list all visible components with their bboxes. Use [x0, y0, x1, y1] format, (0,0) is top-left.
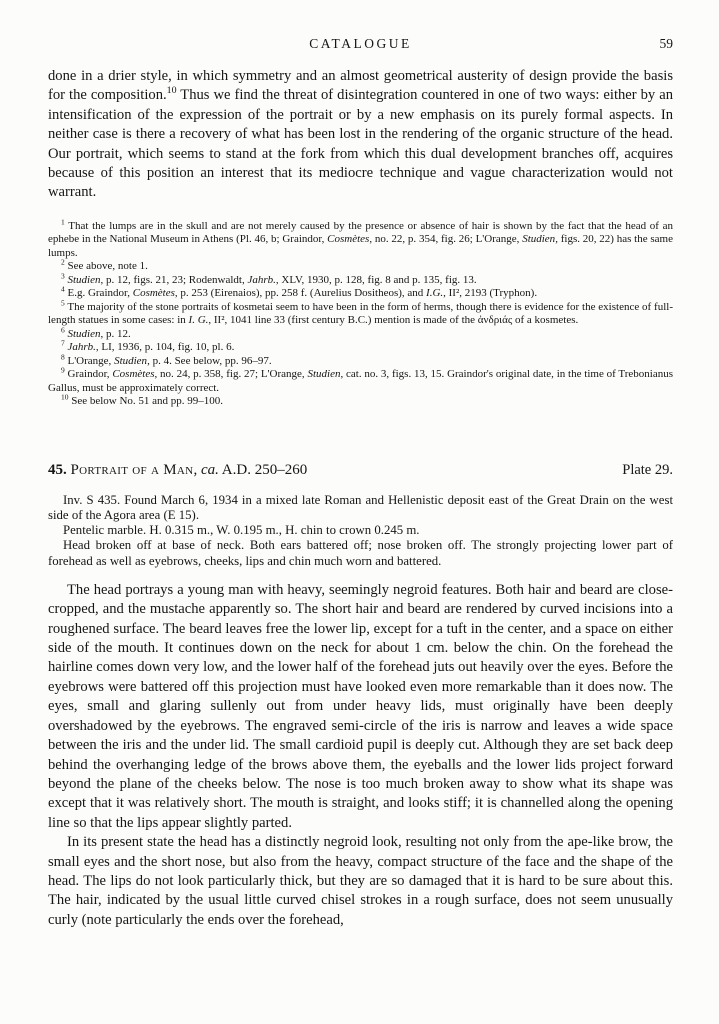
footnote-number: 3 — [61, 271, 65, 281]
footnote — [48, 365, 673, 395]
page-number: 59 — [659, 36, 673, 51]
entry-provenance: Inv. S 435. Found March 6, 1934 in a mixed late Roman and Hellenistic deposit east of the Great Drain on the west side of the Agora area (E 15). — [48, 492, 673, 523]
text-segment: Thus we find the threat of disintegration countered in one of two ways: either by an intensification of the expression of the portrait or by a new emphasis on its purely formal aspects. In neither case is there a recovery of what has been lost in the rendering of the organic structure of the head. Our portrait, which seems to stand at the fork from which this dual development branches off, acquires because of this position an interest that its mediocre technique and vague characterization would not warrant. — [48, 87, 673, 201]
body-paragraph: In its present state the head has a distinctly negroid look, resulting not only from the ape-like brow, the small eyes and the short nose, but also from the heavy, compact structure of the face and the shape of the head. The lips do not look particularly thick, but they are so damaged that it is hard to be sure about this. The hair, indicated by the usual little curved chisel strokes in a rough surface, does not seem unusually curly (note particularly the ends over the forehead, — [48, 834, 673, 928]
entry-number: 45. — [48, 461, 67, 478]
footnote — [48, 392, 673, 409]
text-segment: , cat. no. 3, figs. 13, 15. Graindor's original date, in the time of Trebonianus Gallus, must be approximately correct. — [48, 368, 673, 394]
footnote — [48, 338, 673, 355]
footnote — [48, 217, 673, 261]
text-segment: , p. 12. — [100, 327, 131, 340]
footnote-number: 1 — [61, 217, 65, 227]
footnote-number: 6 — [61, 325, 65, 335]
footnote — [48, 257, 673, 274]
text-segment: That the lumps are in the skull and are not merely caused by the presence or absence of hair is shown by the fact that the head of an ephebe in the National Museum in Athens (Pl. 46, b; Graindor, — [48, 219, 673, 246]
text-segment: Graindor, — [67, 368, 113, 381]
footnote-number: 8 — [61, 352, 65, 362]
text-segment: Studien — [307, 368, 341, 381]
text-segment: done in a drier style, in which symmetry and an almost geometrical austerity of design provide the basis for the composition. — [48, 68, 673, 104]
text-segment: Cosmètes — [327, 233, 370, 246]
text-segment: , p. 4. See below, pp. 96–97. — [147, 354, 272, 367]
text-segment: , II², 2193 (Tryphon). — [443, 287, 538, 300]
footnotes-section — [48, 217, 673, 409]
text-segment: The majority of the stone portraits of kosmetai seem to have been in the form of herms, though there is evidence for the existence of full-length statues in some cases: in — [48, 300, 673, 327]
entry-material: Pentelic marble. H. 0.315 m., W. 0.195 m., H. chin to crown 0.245 m. — [63, 523, 420, 538]
footnote — [48, 284, 673, 301]
text-segment: Jahrb. — [247, 273, 276, 286]
body-paragraph: The head portrays a young man with heavy, seemingly negroid features. Both hair and beard are close-cropped, and the mustache apparently so. The short hair and beard are rendered by curved incisions into a roughened surface. The beard leaves free the lower lip, except for a tuft in the center, and a space on either side of the mouth. It continues down on the neck for about 1 cm. below the chin. On the forehead the hairline comes down very low, and the lower half of the forehead juts out heavily over the eyes. Before the eyebrows were battered off this projection must have looked even more remarkable than it does now. The eyes, small and glaring sullenly out from under heavy lids, must originally have been deeply overshadowed by the eyebrows. The engraved semi-circle of the iris is narrow and leaves a wide space between the iris and the under lid. The small cardioid pupil is deeply cut. Although they are set back deep behind the overhanging ledge of the brows above them, the eyeballs and the lower lids project forward beyond the plane of the cheeks below. The nose is too much broken away to show what its shape was except that it was relatively short. The mouth is straight, and looks stiff; it is channelled along the opening line so that the lips appear slightly parted. — [48, 581, 673, 831]
text-segment: , II², 1041 line 33 (first century B.C.) mention is made of the ἀνδριάς of a kosmetes. — [208, 314, 579, 327]
entry-body — [48, 581, 673, 930]
entry-heading — [48, 461, 673, 479]
footnote — [48, 352, 673, 369]
text-segment: , figs. 20, 22) has the same lumps. — [48, 233, 673, 259]
entry-date: A.D. 250–260 — [218, 461, 308, 478]
entry-circa: ca. — [200, 461, 219, 478]
running-head — [48, 36, 673, 54]
text-segment: Studien — [67, 273, 101, 286]
superscript: 10 — [166, 85, 177, 97]
text-segment: Studien — [114, 354, 148, 367]
footnote-number: 10 — [61, 392, 69, 402]
text-segment: , p. 253 (Eirenaios), pp. 258 f. (Aurelius Dositheos), and — [174, 287, 427, 300]
text-segment: , LI, 1936, p. 104, fig. 10, pl. 6. — [95, 341, 235, 354]
text-segment: E.g. Graindor, — [67, 287, 133, 300]
running-head-title: CATALOGUE — [309, 36, 412, 51]
text-segment: L'Orange, — [67, 354, 115, 367]
entry-title-separator: , — [193, 461, 201, 478]
text-segment: , no. 24, p. 358, fig. 27; L'Orange, — [154, 368, 308, 381]
text-segment: I. G. — [188, 314, 209, 327]
footnote-number: 4 — [61, 284, 65, 294]
footnote-number: 7 — [61, 338, 65, 348]
entry-condition: Head broken off at base of neck. Both ears battered off; nose broken off. The strongly projecting lower part of forehead as well as eyebrows, cheeks, lips and chin much worn and battered. — [48, 538, 673, 568]
text-segment: See above, note 1. — [67, 260, 148, 273]
text-segment: , no. 22, p. 354, fig. 26; L'Orange, — [369, 233, 523, 246]
text-segment: Studien — [67, 327, 101, 340]
footnote — [48, 271, 673, 288]
text-segment: Studien — [522, 233, 556, 246]
text-segment: Jahrb. — [67, 341, 96, 354]
footnote-number: 9 — [61, 365, 65, 375]
text-segment: See below No. 51 and pp. 99–100. — [71, 395, 224, 408]
text-segment: Cosmètes — [132, 287, 175, 300]
intro-paragraph — [48, 67, 673, 203]
text-segment: , XLV, 1930, p. 128, fig. 8 and p. 135, fig. 13. — [275, 273, 477, 286]
text-segment: I.G. — [426, 287, 444, 300]
footnote — [48, 298, 673, 328]
entry-title: Portrait of a Man — [70, 461, 194, 478]
text-segment: Cosmètes — [112, 368, 155, 381]
plate-reference: Plate 29. — [622, 461, 673, 478]
footnote-number: 2 — [61, 257, 65, 267]
entry-description — [48, 493, 673, 569]
footnote-number: 5 — [61, 298, 65, 308]
text-segment: , p. 12, figs. 21, 23; Rodenwaldt, — [100, 273, 248, 286]
footnote — [48, 325, 673, 342]
